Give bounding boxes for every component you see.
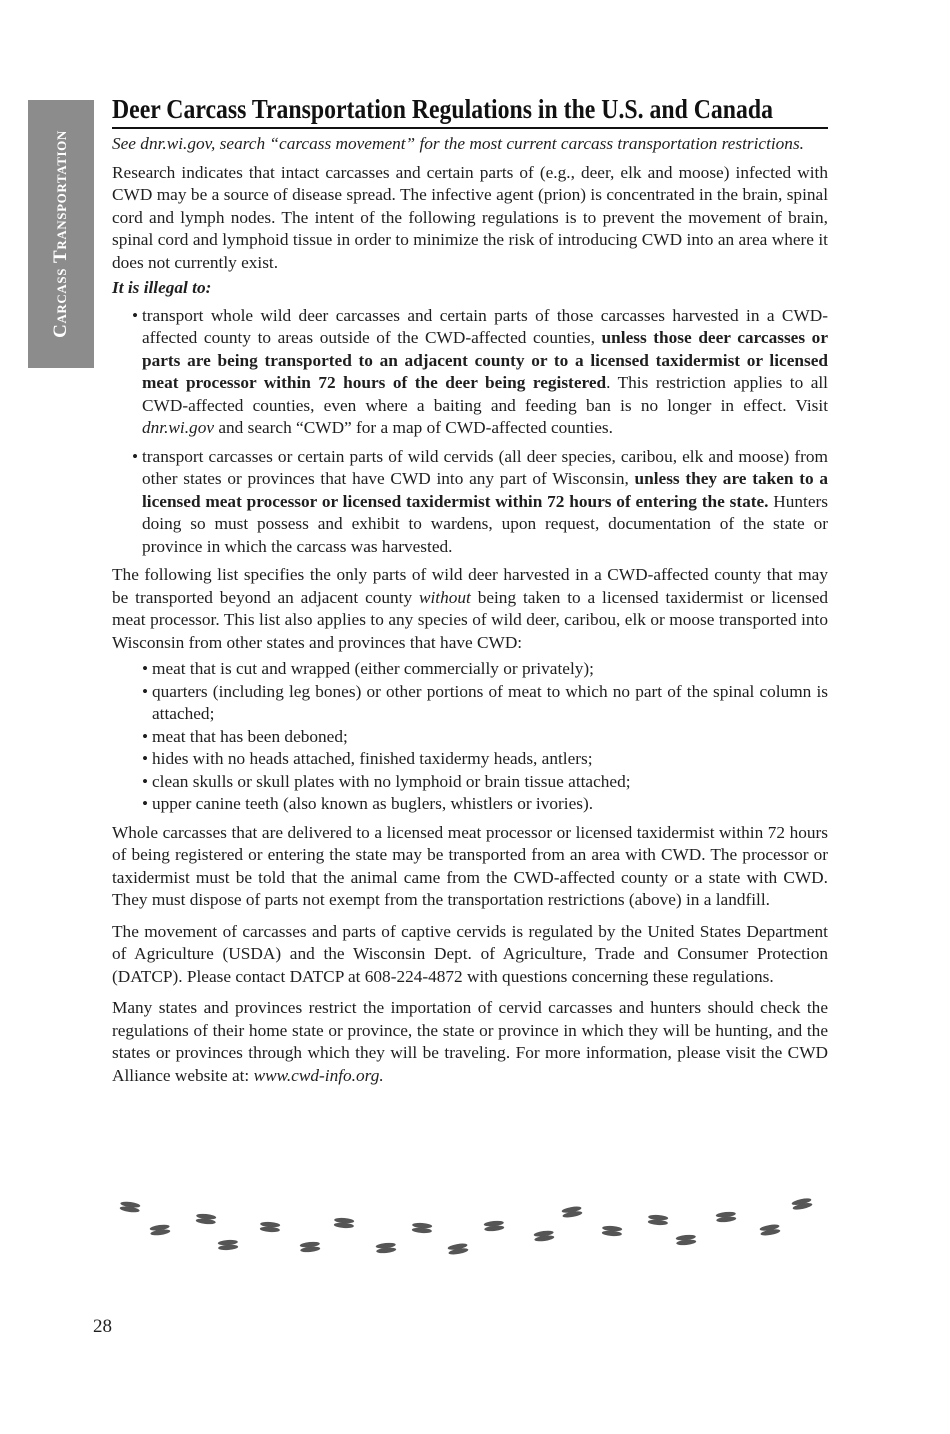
intro-note: See dnr.wi.gov, search “carcass movement” for the most current carcass transportation restrictions. — [112, 134, 804, 153]
illegal-list — [112, 305, 828, 559]
captive-cervids-paragraph: The movement of carcasses and parts of captive cervids is regulated by the United States Department of Agriculture (USDA) and the Wisconsin Dept. of Agriculture, Trade and Consumer Protection (DATCP). Please contact DATCP at 608-224-4872 with questions concerning these regulations. — [112, 921, 828, 986]
bullet-symbol: • — [132, 305, 139, 325]
hoof-print-icon — [716, 1211, 737, 1223]
hoof-print-icon — [300, 1241, 321, 1253]
hoof-print-icon — [412, 1222, 433, 1233]
list-item: • upper canine teeth (also known as buglers, whistlers or ivories). — [142, 794, 594, 813]
hoof-print-icon — [149, 1224, 170, 1237]
section-side-tab — [28, 100, 94, 368]
hoof-print-icon — [561, 1205, 582, 1218]
deer-tracks-illustration — [112, 1192, 828, 1264]
illegal-heading: It is illegal to: — [112, 278, 212, 297]
cwd-alliance-link: www.cwd-info.org. — [253, 1065, 384, 1085]
illegal-item: • transport carcasses or certain parts of wild cervids (all deer species, caribou, elk and moose) from other states or provinces that have CWD into any part of Wisconsin, unless they are taken to a licensed meat processor or licensed taxidermist within 72 hours of entering the state. Hunters doing so must possess and exhibit to wardens, upon request, documentation of the state or province in which the carcass was harvested. — [132, 446, 828, 556]
hoof-print-icon — [484, 1220, 505, 1232]
hoof-print-icon — [260, 1221, 281, 1232]
hoof-print-icon — [676, 1234, 697, 1246]
page-title: Deer Carcass Transportation Regulations in the U.S. and Canada — [112, 94, 773, 124]
page-number: 28 — [93, 1316, 112, 1337]
list-item: • quarters (including leg bones) or other portions of meat to which no part of the spinal column is attached; — [142, 681, 828, 723]
other-states-paragraph: Many states and provinces restrict the importation of cervid carcasses and hunters should check the regulations of their home state or province, the state or province in which they will be hunting, and the states or provinces through which they will be traveling. For more information, please visit the CWD Alliance website at: www.cwd-info.org. — [112, 998, 828, 1085]
allowed-parts-list — [112, 658, 828, 816]
list-item: • hides with no heads attached, finished taxidermy heads, antlers; — [142, 749, 593, 768]
page-content — [112, 92, 828, 1087]
hoof-print-icon — [196, 1213, 217, 1225]
allowed-parts-intro: The following list specifies the only parts of wild deer harvested in a CWD-affected county that may be transported beyond an adjacent county without being taken to a licensed taxidermist or licensed meat processor. This list also applies to any species of wild deer, caribou, elk or moose transported into Wisconsin from other states and provinces that have CWD: — [112, 565, 829, 652]
hoof-print-icon — [218, 1239, 239, 1250]
hoof-print-icon — [648, 1214, 669, 1225]
research-paragraph: Research indicates that intact carcasses and certain parts of (e.g., deer, elk and moose) infected with CWD may be a source of disease spread. The infective agent (prion) is concentrated in the brain, spinal cord and lymph nodes. The intent of the following regulations is to prevent the movement of brain, spinal cord and lymphoid tissue in order to minimize the risk of introducing CWD into an area where it does not currently exist. — [112, 162, 828, 272]
section-side-tab-label: Carcass Transportation — [50, 130, 71, 338]
hoof-print-icon — [533, 1230, 554, 1243]
hoof-print-icon — [376, 1242, 397, 1254]
hoof-print-icon — [119, 1201, 140, 1214]
hoof-print-icon — [602, 1225, 623, 1236]
hoof-print-icon — [759, 1223, 780, 1236]
illegal-item: • transport whole wild deer carcasses and certain parts of those carcasses harvested in a CWD-affected county to areas outside of the CWD-affected counties, unless those deer carcasses or parts are being transported to an adjacent county or to a licensed taxidermist or licensed meat processor within 72 hours of the deer being registered. This restriction applies to all CWD-affected counties, even where a baiting and feeding ban is no longer in effect. Visit dnr.wi.gov and search “CWD” for a map of CWD-affected counties. — [132, 305, 828, 437]
bullet-symbol: • — [132, 446, 139, 466]
hoof-print-icon — [791, 1197, 813, 1211]
list-item: • meat that has been deboned; — [142, 726, 348, 746]
list-item: • clean skulls or skull plates with no lymphoid or brain tissue attached; — [142, 771, 631, 791]
whole-carcass-paragraph: Whole carcasses that are delivered to a licensed meat processor or licensed taxidermist within 72 hours of being registered or entering the state may be transported from an area with CWD. The processor or taxidermist must be told that the animal came from the CWD-affected county or a state with CWD. They must dispose of parts not exempt from the transportation restrictions (above) in a landfill. — [112, 822, 828, 909]
list-item: • meat that is cut and wrapped (either commercially or privately); — [142, 659, 594, 678]
title-rule — [112, 127, 828, 129]
hoof-print-icon — [334, 1217, 355, 1228]
hoof-print-icon — [447, 1242, 468, 1255]
